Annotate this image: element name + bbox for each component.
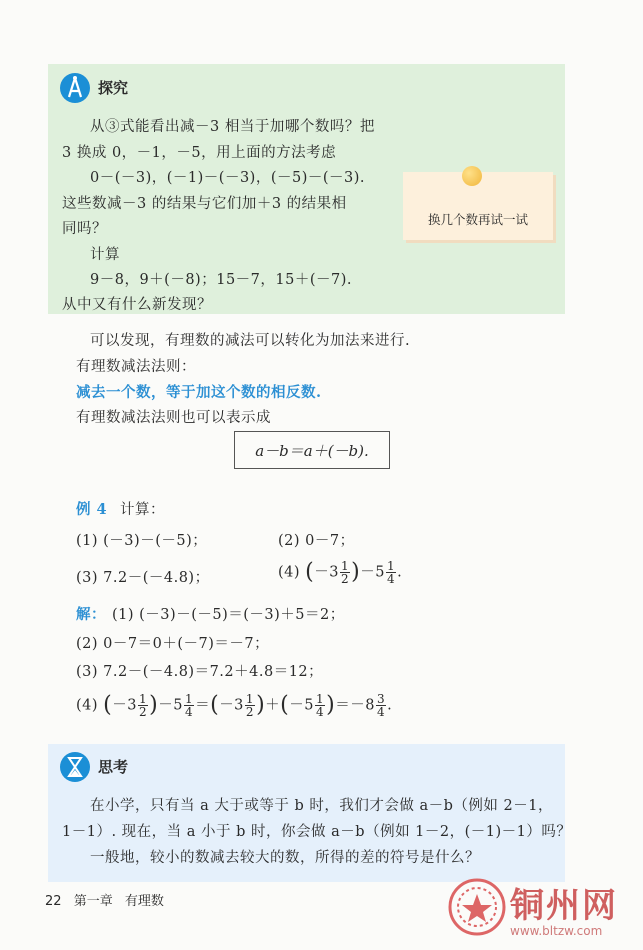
- explore-title: 探究: [98, 79, 129, 97]
- solution-1: (1) (－3)－(－5)＝(－3)＋5＝2；: [112, 607, 345, 623]
- solution-4-prefix: (4): [76, 697, 99, 714]
- rule-intro: 可以发现，有理数的减法可以转化为加法来进行.: [90, 333, 411, 349]
- solution-label: 解：: [76, 606, 106, 623]
- think-line-2: 1－1）. 现在，当 a 小于 b 时，你会做 a－b（例如 1－2，(－1)－1）吗？: [62, 824, 572, 840]
- watermark-name: 铜州网: [510, 886, 618, 926]
- think-line-3: 一般地，较小的数减去较大的数，所得的差的符号是什么？: [90, 850, 480, 866]
- example-q4-prefix: (4): [278, 564, 301, 581]
- page-number: 22: [45, 894, 62, 909]
- example-q3: (3) 7.2－(－4.8)；: [76, 570, 210, 586]
- example-label: 例 4: [76, 501, 108, 518]
- explore-line-6: 计算: [90, 247, 120, 263]
- example-q2: (2) 0－7；: [278, 533, 355, 549]
- seal-icon: [446, 876, 508, 938]
- hourglass-icon: [60, 752, 90, 782]
- rule-label: 有理数减法法则：: [76, 359, 196, 375]
- explore-line-8: 从中又有什么新发现？: [62, 297, 212, 313]
- formula-intro: 有理数减法法则也可以表示成: [76, 410, 271, 426]
- explore-line-5: 同吗？: [62, 221, 107, 237]
- watermark-url: www.bltzw.com: [510, 924, 603, 938]
- explore-line-7: 9－8，9＋(－8)；15－7，15＋(－7).: [90, 272, 352, 288]
- chapter-number: 第一章: [73, 894, 113, 909]
- explore-line-1: 从③式能看出减－3 相当于加哪个数吗？把: [90, 119, 375, 135]
- solution-3: (3) 7.2－(－4.8)＝7.2＋4.8＝12；: [76, 664, 324, 680]
- rule-statement: 减去一个数，等于加这个数的相反数.: [76, 384, 322, 401]
- example-q1: (1) (－3)－(－5)；: [76, 533, 208, 549]
- think-title: 思考: [98, 758, 129, 776]
- example-q4: (4) (－3 $\frac{1}{2}$ )－5 $\frac{1}{4}$ .: [278, 559, 403, 586]
- page-footer: [45, 890, 164, 909]
- formula-text: a－b＝a＋(－b).: [255, 442, 369, 460]
- think-line-1: 在小学，只有当 a 大于或等于 b 时，我们才会做 a－b（例如 2－1，: [90, 798, 553, 814]
- solution-2: (2) 0－7＝0＋(－7)＝－7；: [76, 636, 270, 652]
- tip-text: 换几个数再试一试: [427, 212, 528, 227]
- solution-4: (4) (－3 $\frac{1}{2}$ )－5 $\frac{1}{4}$ ＝(－3 $\frac{1}{2}$ )＋(－5 $\frac{1}{4}$ )＝－8 $\frac{3}{4}$ .: [76, 692, 393, 719]
- pin-icon: [462, 166, 482, 186]
- chapter-title: 有理数: [124, 894, 164, 909]
- explore-line-3: 0－(－3)，(－1)－(－3)，(－5)－(－3).: [90, 170, 366, 186]
- explore-line-4: 这些数减－3 的结果与它们加＋3 的结果相: [62, 196, 347, 212]
- example-prompt: 计算：: [120, 502, 165, 518]
- compass-icon: [60, 73, 90, 103]
- explore-line-2: 3 换成 0，－1，－5，用上面的方法考虑: [62, 145, 337, 161]
